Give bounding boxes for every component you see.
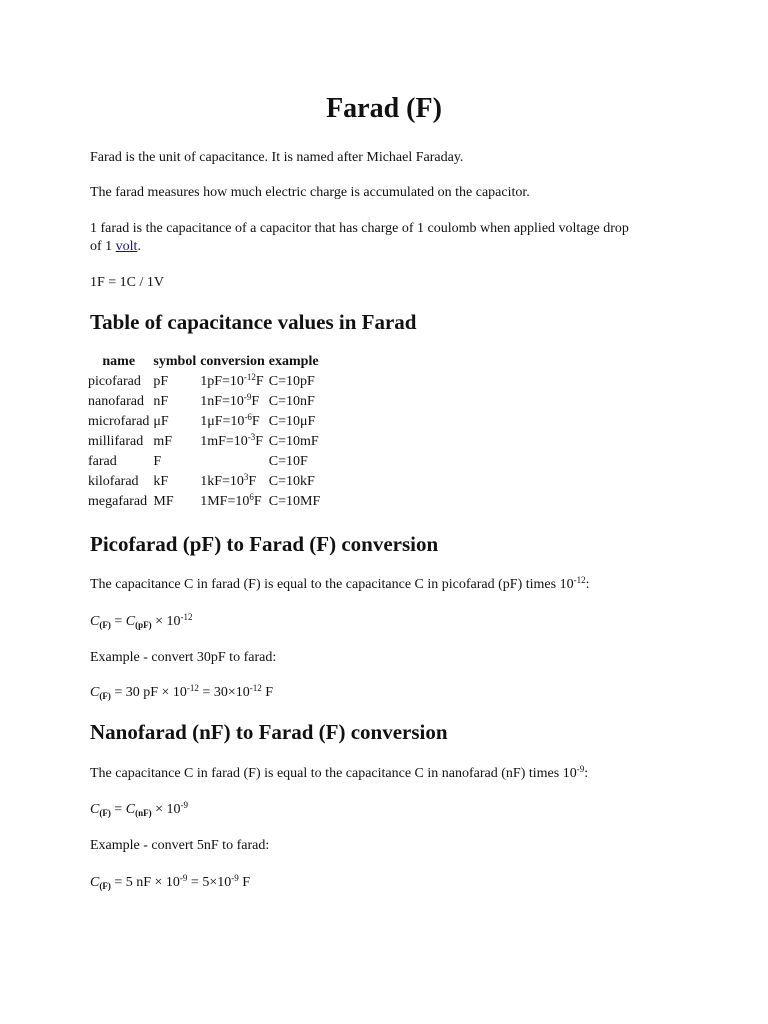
nano-example-label: Example - convert 5nF to farad: bbox=[90, 838, 270, 853]
volt-link[interactable]: volt bbox=[115, 239, 138, 254]
table-row bbox=[86, 372, 322, 392]
header-symbol: symbol bbox=[153, 354, 197, 369]
capacitance-table bbox=[86, 352, 322, 512]
cell-name: millifarad bbox=[88, 434, 144, 449]
cell-symbol: F bbox=[153, 454, 162, 469]
table-row bbox=[86, 472, 322, 492]
cell-conversion bbox=[198, 452, 267, 472]
cell-symbol: nF bbox=[153, 394, 169, 409]
cell-conversion: $1mF=10^{-3}F$ bbox=[200, 432, 264, 449]
header-conversion: conversion bbox=[200, 354, 265, 369]
cell-symbol: μF bbox=[153, 414, 169, 429]
cell-name: picofarad bbox=[88, 374, 141, 389]
nano-formula: $C_{(F)} = C_{(nF)} \times 10^{-9}$ bbox=[90, 800, 188, 818]
header-name: name bbox=[102, 354, 136, 369]
cell-conversion: $1pF=10^{-12}F$ bbox=[200, 372, 264, 389]
intro-paragraph-2: The farad measures how much electric charge is accumulated on the capacitor. bbox=[90, 185, 530, 200]
table-row bbox=[86, 492, 322, 512]
table-header-row bbox=[86, 352, 322, 372]
pico-example-formula: $C_{(F)} = 30$ pF × $10^{-12} = 30\times 10^{-12}$ F bbox=[90, 683, 274, 701]
pico-example-label: Example - convert 30pF to farad: bbox=[90, 650, 277, 665]
table-row bbox=[86, 412, 322, 432]
cell-example: C=10kF bbox=[268, 474, 315, 489]
pico-section-heading: Picofarad (pF) to Farad (F) conversion bbox=[90, 532, 439, 556]
cell-conversion: $1nF=10^{-9}F$ bbox=[200, 392, 260, 409]
intro-line-suffix: . bbox=[137, 239, 141, 254]
cell-example: C=10F bbox=[268, 454, 308, 469]
cell-conversion: $1MF=10^6F$ bbox=[200, 492, 262, 509]
table-row bbox=[86, 432, 322, 452]
cell-example: C=10nF bbox=[268, 394, 315, 409]
intro-paragraph-3-line-2 bbox=[90, 237, 141, 256]
nano-description: The capacitance C in farad (F) is equal to the capacitance C in nanofarad (nF) times $10^{-9}$: bbox=[90, 764, 589, 781]
cell-conversion: $1\mu F=10^{-6}F$ bbox=[200, 412, 260, 429]
cell-name: kilofarad bbox=[88, 474, 139, 489]
cell-example: C=10pF bbox=[268, 374, 315, 389]
cell-symbol: kF bbox=[153, 474, 169, 489]
intro-line-prefix: of 1 bbox=[90, 239, 116, 254]
intro-paragraph-1: Farad is the unit of capacitance. It is named after Michael Faraday. bbox=[90, 150, 464, 165]
header-example: example bbox=[268, 354, 319, 369]
cell-name: microfarad bbox=[88, 414, 150, 429]
page-title: Farad (F) bbox=[326, 93, 442, 124]
cell-example: C=10μF bbox=[268, 414, 316, 429]
pico-formula: $C_{(F)} = C_{(pF)} \times 10^{-12}$ bbox=[90, 612, 193, 630]
cell-example: C=10MF bbox=[268, 494, 321, 509]
intro-paragraph-3-line-1: 1 farad is the capacitance of a capacitor that has charge of 1 coulomb when applied voltage drop bbox=[90, 221, 629, 236]
farad-definition-formula: 1F = 1C / 1V bbox=[90, 275, 165, 290]
nano-example-formula: $C_{(F)} = 5$ nF × $10^{-9} = 5\times 10^{-9}$ F bbox=[90, 873, 251, 891]
table-row bbox=[86, 392, 322, 412]
cell-example: C=10mF bbox=[268, 434, 319, 449]
pico-description: The capacitance C in farad (F) is equal to the capacitance C in picofarad (pF) times $10^{-12}$: bbox=[90, 575, 590, 592]
cell-name: megafarad bbox=[88, 494, 148, 509]
cell-symbol: MF bbox=[153, 494, 174, 509]
cell-symbol: mF bbox=[153, 434, 173, 449]
table-section-heading: Table of capacitance values in Farad bbox=[90, 310, 417, 334]
cell-name: farad bbox=[88, 454, 117, 469]
table-row bbox=[86, 452, 322, 472]
cell-conversion: $1kF=10^3F$ bbox=[200, 472, 257, 489]
cell-name: nanofarad bbox=[88, 394, 144, 409]
nano-section-heading: Nanofarad (nF) to Farad (F) conversion bbox=[90, 720, 448, 744]
cell-symbol: pF bbox=[153, 374, 169, 389]
